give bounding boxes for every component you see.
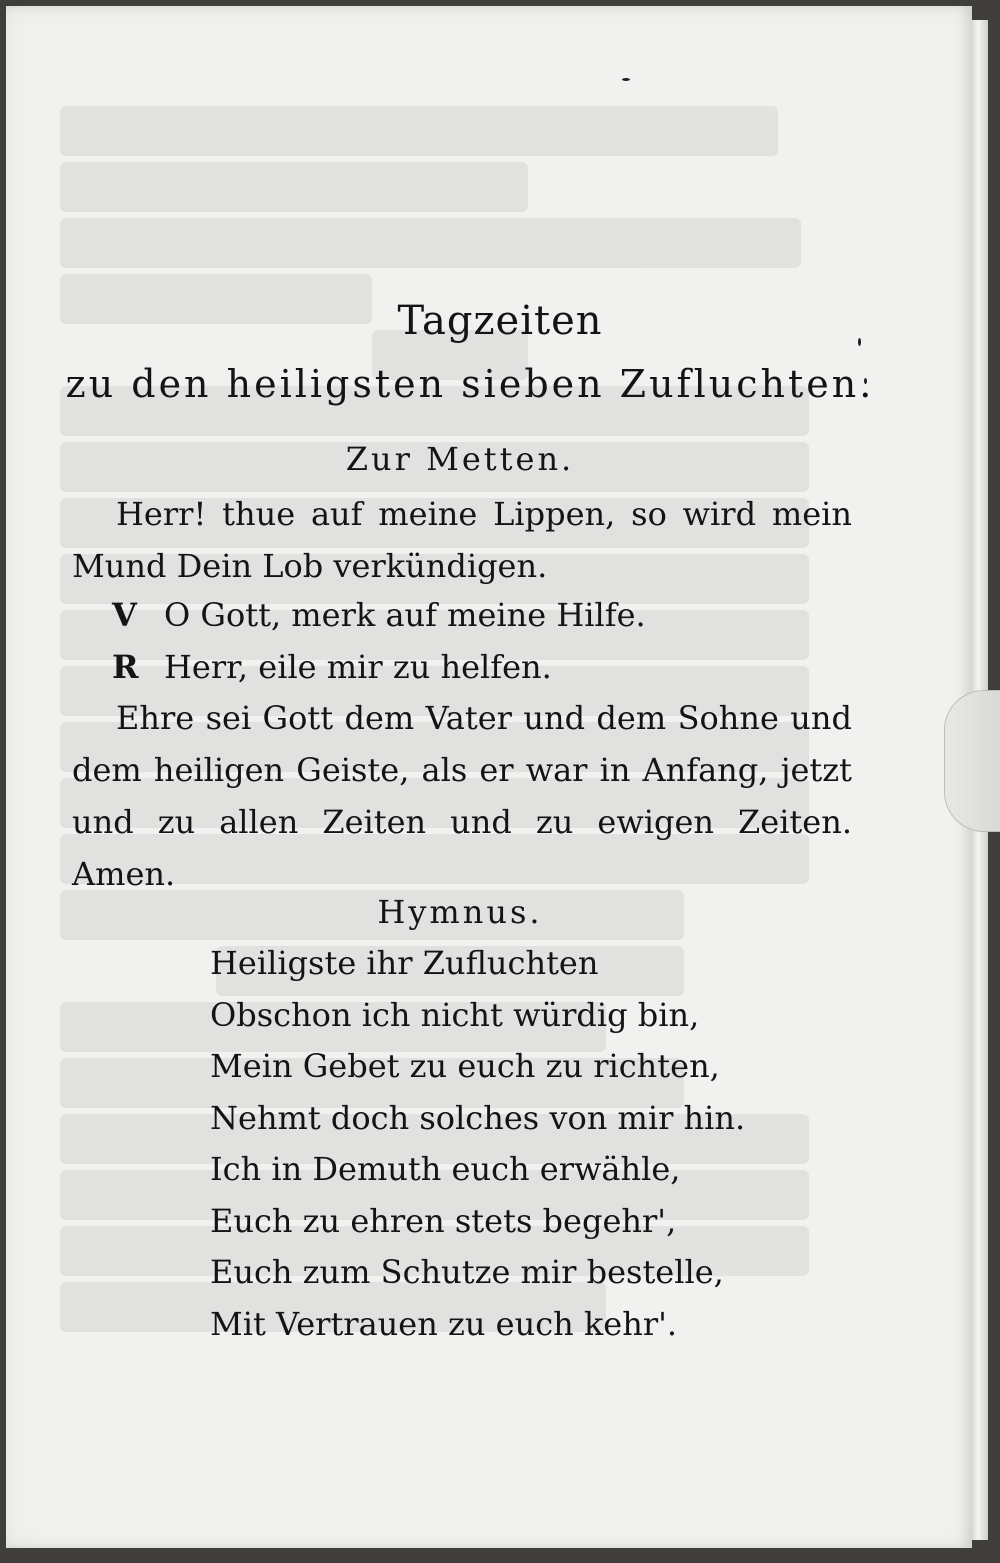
- versicle-text: O Gott, merk auf meine Hilfe.: [164, 596, 646, 634]
- hymn: [210, 938, 870, 1350]
- page-subtitle: zu den heiligsten sieben Zufluchten.: [65, 362, 875, 406]
- response-mark: R: [112, 648, 139, 686]
- hymn-line: Nehmt doch solches von mir hin.: [210, 1098, 746, 1137]
- versicle: [112, 589, 832, 641]
- response: [112, 641, 832, 693]
- hymn-line: Euch zum Schutze mir bestelle,: [210, 1253, 724, 1291]
- hymn-line: Obschon ich nicht würdig bin,: [210, 995, 700, 1034]
- hymn-line: Mein Gebet zu euch zu richten,: [210, 1047, 720, 1085]
- response-text: Herr, eile mir zu helfen.: [164, 648, 552, 686]
- hymn-line: Heiligste ihr Zufluchten: [210, 944, 599, 982]
- versicle-mark: V: [112, 596, 137, 634]
- page-title: Tagzeiten: [397, 298, 603, 344]
- hymn-heading: Hymnus.: [377, 893, 543, 931]
- doxology: Ehre sei Gott dem Vater und dem Sohne und dem heiligen Geiste, als er war in Anfang, jetzt und zu allen Zeiten und zu ewigen Zeiten. Amen.: [72, 699, 852, 893]
- hymn-line: Mit Vertrauen zu euch kehr'.: [210, 1304, 678, 1343]
- hymn-line: Euch zu ehren stets begehr',: [210, 1201, 677, 1240]
- opening-verse: Herr! thue auf meine Lippen, so wird mein Mund Dein Lob verkündigen.: [72, 495, 852, 585]
- section-heading: Zur Metten.: [345, 440, 575, 478]
- hymn-line: Ich in Demuth euch erwähle,: [210, 1150, 681, 1188]
